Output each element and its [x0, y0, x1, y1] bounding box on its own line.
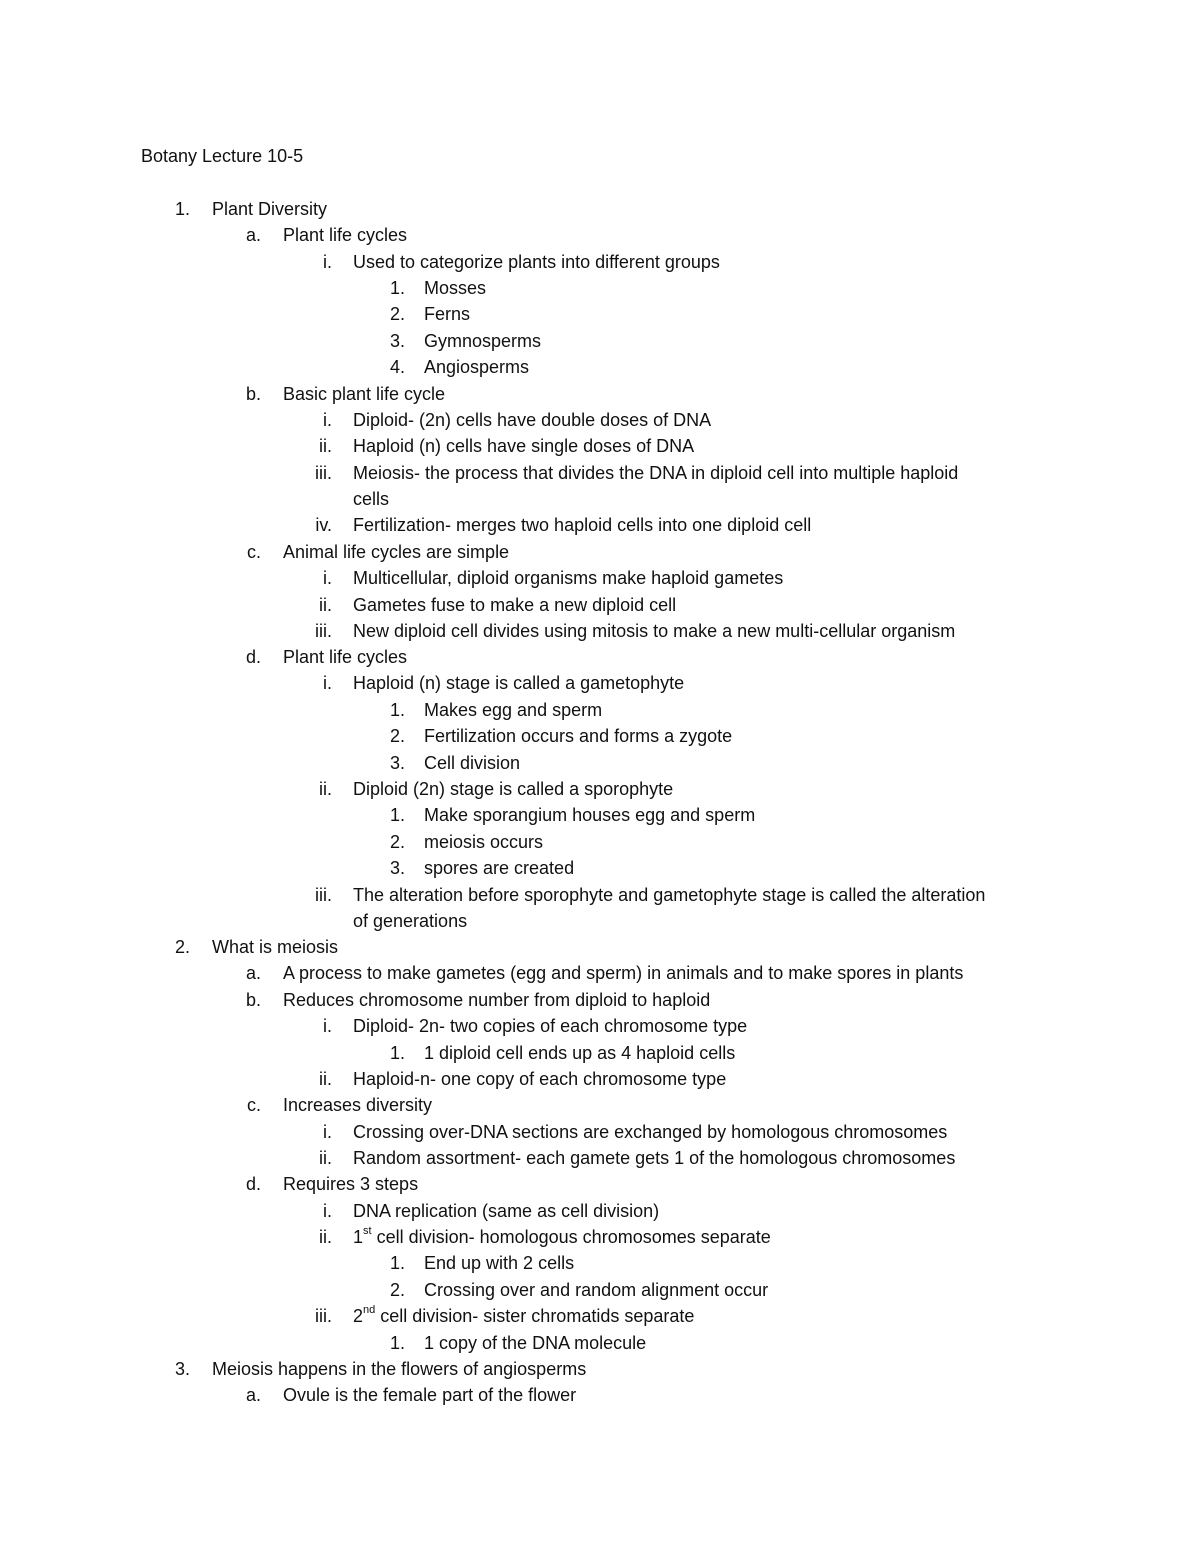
item-text: Plant life cycles	[283, 225, 408, 245]
item-text	[353, 1305, 694, 1327]
item-text: spores are created	[424, 858, 575, 878]
item-marker: iv.	[315, 515, 332, 535]
item-text: Fertilization- merges two haploid cells into one diploid cell	[353, 515, 812, 535]
item-text: cells	[353, 489, 390, 509]
item-marker: iii.	[315, 463, 332, 483]
item-marker: 4.	[389, 357, 405, 377]
item-text: Mosses	[424, 278, 487, 298]
item-text: Random assortment- each gamete gets 1 of the homologous chromosomes	[353, 1148, 956, 1168]
item-text: Diploid (2n) stage is called a sporophyte	[353, 779, 674, 799]
item-text: Plant Diversity	[212, 199, 328, 219]
item-text: Gametes fuse to make a new diploid cell	[353, 595, 677, 615]
item-text: A process to make gametes (egg and sperm) in animals and to make spores in plants	[283, 963, 964, 983]
item-marker: 2.	[389, 726, 405, 746]
item-text: Angiosperms	[424, 357, 530, 377]
item-text: Reduces chromosome number from diploid to haploid	[283, 990, 711, 1010]
item-marker: iii.	[315, 885, 332, 905]
item-text: New diploid cell divides using mitosis to make a new multi-cellular organism	[353, 621, 956, 641]
item-marker: c.	[246, 1095, 261, 1115]
ordinal-suffix: st	[363, 1225, 372, 1237]
item-marker: 1.	[389, 1043, 405, 1063]
item-text: Multicellular, diploid organisms make haploid gametes	[353, 568, 784, 588]
ordinal-number: 2	[353, 1306, 364, 1326]
item-text: Fertilization occurs and forms a zygote	[424, 726, 733, 746]
item-marker: 3.	[389, 753, 405, 773]
item-marker: a.	[245, 225, 261, 245]
item-marker: 3.	[389, 331, 405, 351]
item-text: Used to categorize plants into different groups	[353, 252, 720, 272]
item-marker: c.	[246, 542, 261, 562]
item-text: Ferns	[424, 304, 471, 324]
item-text	[353, 1226, 771, 1248]
item-text: Crossing over-DNA sections are exchanged by homologous chromosomes	[353, 1122, 948, 1142]
item-text: End up with 2 cells	[424, 1253, 575, 1273]
item-text: Meiosis- the process that divides the DNA in diploid cell into multiple haploid	[353, 463, 959, 483]
item-marker: a.	[245, 963, 261, 983]
item-text: Haploid (n) stage is called a gametophyte	[353, 673, 685, 693]
item-text: Animal life cycles are simple	[283, 542, 510, 562]
item-text: Diploid- 2n- two copies of each chromosome type	[353, 1016, 748, 1036]
item-marker: i.	[323, 1016, 332, 1036]
item-marker: i.	[323, 1201, 332, 1221]
item-text: 1 diploid cell ends up as 4 haploid cells	[424, 1043, 736, 1063]
item-marker: i.	[323, 568, 332, 588]
item-text: Plant life cycles	[283, 647, 408, 667]
item-text: Gymnosperms	[424, 331, 542, 351]
item-marker: 2.	[389, 832, 405, 852]
item-text-rest: cell division- sister chromatids separate	[375, 1306, 695, 1326]
item-marker: a.	[245, 1385, 261, 1405]
item-marker: b.	[245, 384, 261, 404]
ordinal-suffix: nd	[363, 1304, 376, 1316]
item-marker: ii.	[319, 779, 332, 799]
item-marker: i.	[323, 673, 332, 693]
item-marker: 2.	[174, 937, 190, 957]
item-text: DNA replication (same as cell division)	[353, 1201, 660, 1221]
item-text: Diploid- (2n) cells have double doses of DNA	[353, 410, 712, 430]
item-text-rest: cell division- homologous chromosomes separate	[371, 1227, 771, 1247]
item-marker: 1.	[389, 1333, 405, 1353]
item-marker: 1.	[389, 805, 405, 825]
document-title: Botany Lecture 10-5	[141, 146, 304, 166]
item-marker: 1.	[174, 199, 190, 219]
item-marker: d.	[245, 1174, 261, 1194]
item-marker: 2.	[389, 1280, 405, 1300]
item-marker: 1.	[389, 1253, 405, 1273]
item-text: What is meiosis	[212, 937, 339, 957]
item-text: Crossing over and random alignment occur	[424, 1280, 769, 1300]
ordinal-number: 1	[353, 1227, 364, 1247]
item-text: Basic plant life cycle	[283, 384, 446, 404]
item-text: The alteration before sporophyte and gametophyte stage is called the alteration	[353, 885, 986, 905]
item-marker: 3.	[389, 858, 405, 878]
item-marker: ii.	[319, 595, 332, 615]
item-text: Cell division	[424, 753, 521, 773]
item-text: Meiosis happens in the flowers of angiosperms	[212, 1359, 587, 1379]
item-marker: i.	[323, 1122, 332, 1142]
item-marker: 3.	[174, 1359, 190, 1379]
item-text: Increases diversity	[283, 1095, 433, 1115]
item-text: Makes egg and sperm	[424, 700, 603, 720]
item-text: Haploid-n- one copy of each chromosome type	[353, 1069, 727, 1089]
item-text: Requires 3 steps	[283, 1174, 419, 1194]
item-marker: i.	[323, 252, 332, 272]
item-text: Ovule is the female part of the flower	[283, 1385, 577, 1405]
item-marker: 1.	[389, 278, 405, 298]
item-text: 1 copy of the DNA molecule	[424, 1333, 647, 1353]
item-text: Haploid (n) cells have single doses of DNA	[353, 436, 695, 456]
item-text: Make sporangium houses egg and sperm	[424, 805, 756, 825]
item-text: of generations	[353, 911, 468, 931]
item-text: meiosis occurs	[424, 832, 544, 852]
item-marker: b.	[245, 990, 261, 1010]
item-marker: 2.	[389, 304, 405, 324]
item-marker: ii.	[319, 1069, 332, 1089]
item-marker: d.	[245, 647, 261, 667]
item-marker: ii.	[319, 1227, 332, 1247]
item-marker: iii.	[315, 1306, 332, 1326]
item-marker: ii.	[319, 1148, 332, 1168]
item-marker: ii.	[319, 436, 332, 456]
item-marker: i.	[323, 410, 332, 430]
item-marker: 1.	[389, 700, 405, 720]
item-marker: iii.	[315, 621, 332, 641]
